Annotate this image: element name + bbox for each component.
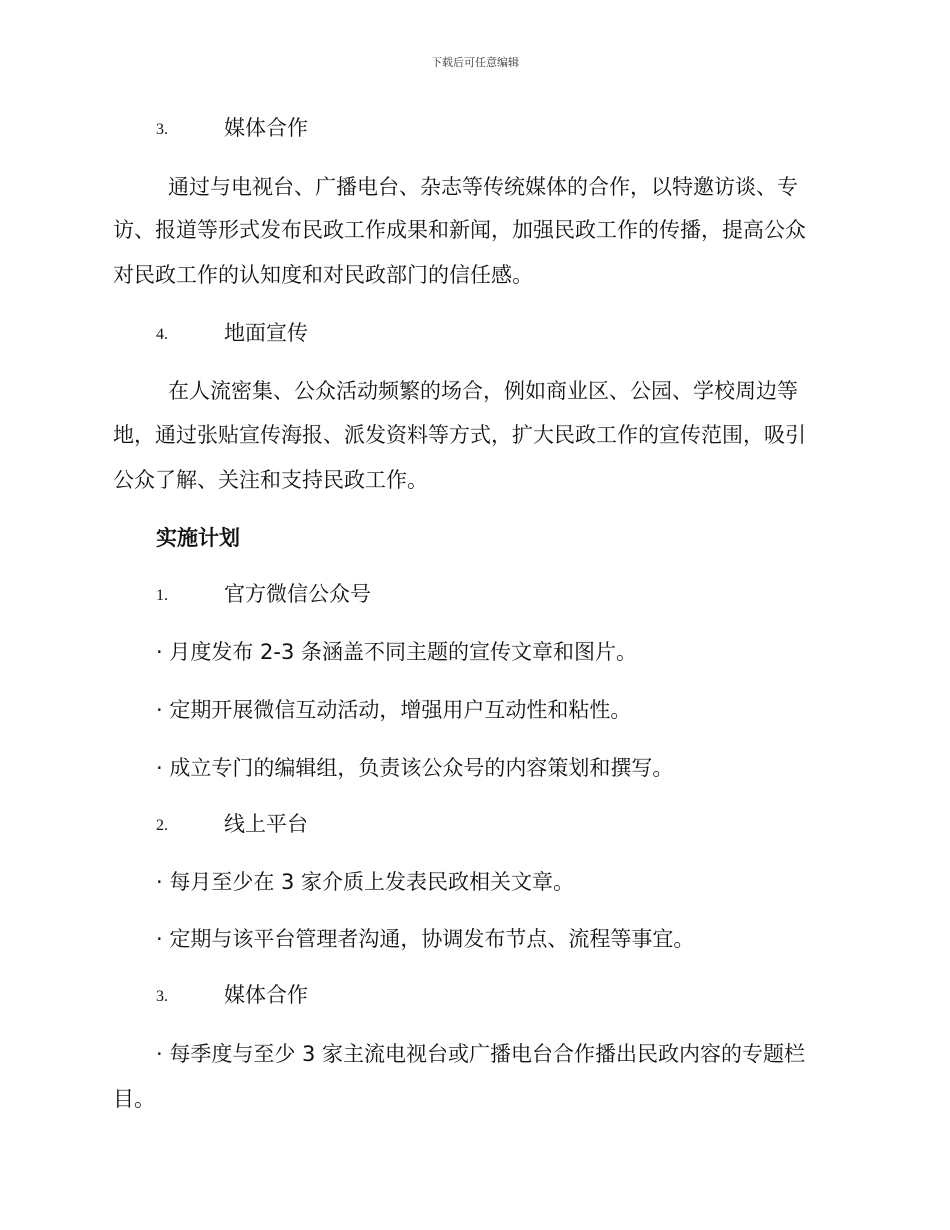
paragraph-line: 在人流密集、公众活动频繁的场合，例如商业区、公园、学校周边等 [168,379,798,403]
heading-number: 3. [156,988,168,1005]
list-item: · 每季度与至少 3 家主流电视台或广播电台合作播出民政内容的专题栏 [156,1042,806,1066]
list-item: · 月度发布 2-3 条涵盖不同主题的宣传文章和图片。 [156,640,637,664]
heading-number: 1. [156,587,168,604]
header-note: 下载后可任意编辑 [431,56,519,69]
paragraph-line: 公众了解、关注和支持民政工作。 [113,468,428,492]
heading-title: 线上平台 [224,812,308,836]
heading-title: 媒体合作 [224,116,308,140]
heading-number: 4. [156,326,168,343]
list-item: · 定期开展微信互动活动，增强用户互动性和粘性。 [156,698,632,722]
paragraph-line: 通过与电视台、广播电台、杂志等传统媒体的合作，以特邀访谈、专 [168,175,798,199]
heading-number: 3. [156,121,168,138]
paragraph-line: 访、报道等形式发布民政工作成果和新闻，加强民政工作的传播，提高公众 [113,218,806,242]
list-item: · 每月至少在 3 家介质上发表民政相关文章。 [156,870,575,894]
list-item: · 定期与该平台管理者沟通，协调发布节点、流程等事宜。 [156,927,695,951]
heading-title: 媒体合作 [224,983,308,1007]
list-item-continuation: 目。 [113,1087,155,1111]
heading-title: 官方微信公众号 [224,582,371,606]
list-item: · 成立专门的编辑组，负责该公众号的内容策划和撰写。 [156,756,674,780]
paragraph-line: 地，通过张贴宣传海报、派发资料等方式，扩大民政工作的宣传范围，吸引 [113,423,806,447]
section-title: 实施计划 [156,526,240,550]
heading-number: 2. [156,817,168,834]
heading-title: 地面宣传 [224,321,308,345]
paragraph-line: 对民政工作的认知度和对民政部门的信任感。 [113,263,533,287]
